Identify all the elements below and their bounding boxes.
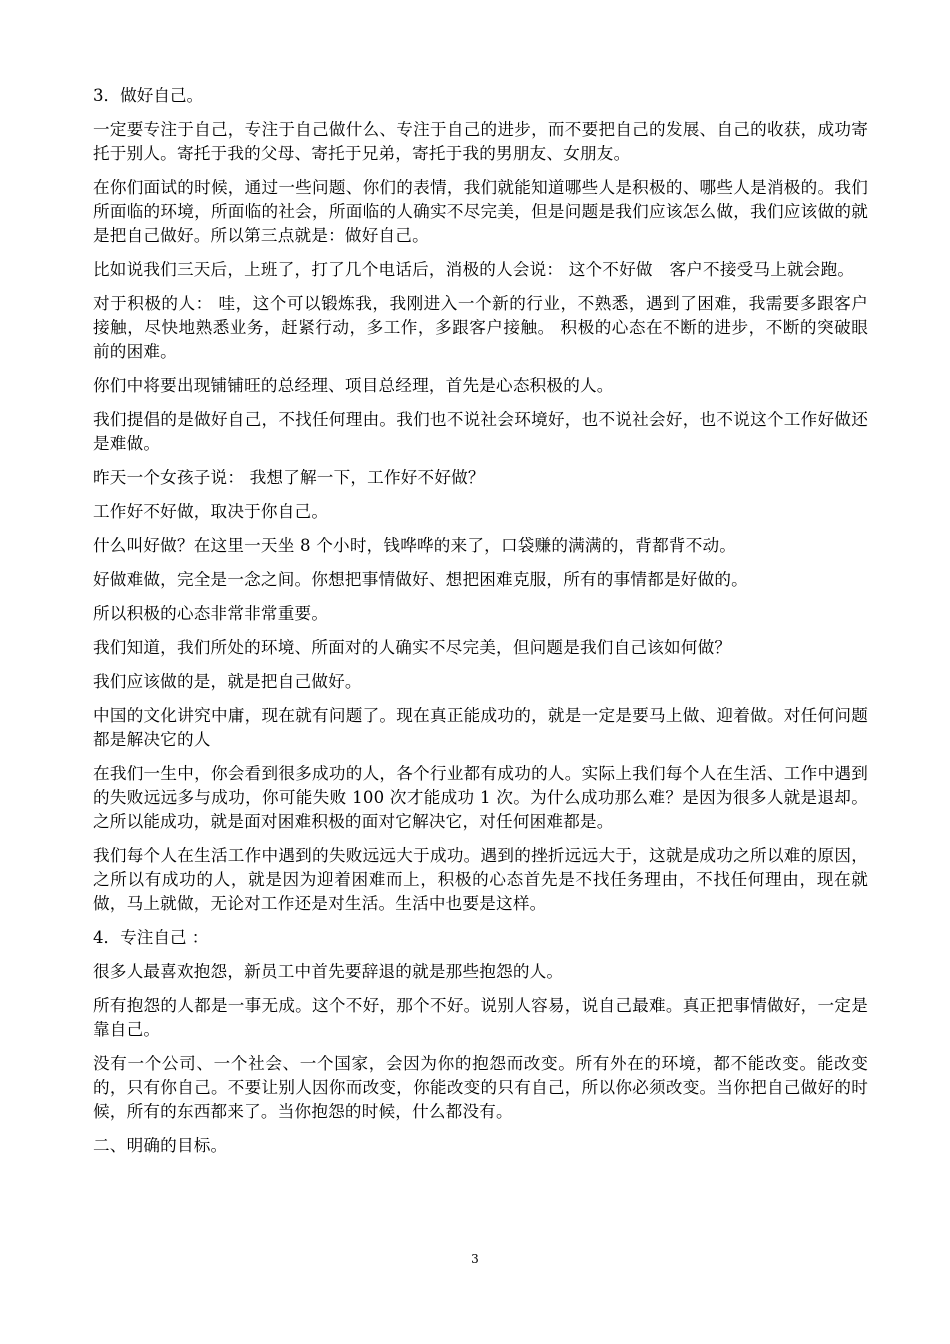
paragraph: 你们中将要出现铺铺旺的总经理、项目总经理，首先是心态积极的人。 — [93, 376, 614, 395]
paragraph: 所有抱怨的人都是一事无成。这个不好，那个不好。说别人容易，说自己最难。真正把事情做好，一定是靠自己。 — [93, 996, 868, 1039]
paragraph: 昨天一个女孩子说： 我想了解一下，工作好不好做？ — [93, 468, 485, 487]
paragraph: 二、明确的目标。 — [93, 1136, 228, 1155]
paragraph: 什么叫好做？在这里一天坐 8 个小时，钱哗哗的来了，口袋赚的满满的，背都背不动。 — [93, 536, 737, 555]
page-number: 3 — [471, 1252, 479, 1266]
section-heading-3: 3．做好自己。 — [93, 86, 204, 105]
section-heading-4: 4．专注自己 ： — [93, 928, 209, 947]
paragraph: 我们应该做的是，就是把自己做好。 — [93, 672, 362, 691]
paragraph: 比如说我们三天后，上班了，打了几个电话后，消极的人会说： 这个不好做 客户不接受马上就会跑。 — [93, 260, 855, 279]
paragraph: 一定要专注于自己，专注于自己做什么、专注于自己的进步，而不要把自己的发展、自己的收获，成功寄托于别人。寄托于我的父母、寄托于兄弟，寄托于我的男朋友、女朋友。 — [93, 120, 868, 163]
paragraph: 工作好不好做，取决于你自己。 — [93, 502, 329, 521]
paragraph: 好做难做，完全是一念之间。你想把事情做好、想把困难克服，所有的事情都是好做的。 — [93, 570, 748, 589]
paragraph: 所以积极的心态非常非常重要。 — [93, 604, 329, 623]
paragraph: 我们每个人在生活工作中遇到的失败远远大于成功。遇到的挫折远远大于，这就是成功之所以难的原因，之所以有成功的人，就是因为迎着困难而上，积极的心态首先是不找任务理由，不找任何理由，现在就做，马上就做，无论对工作还是对生活。生活中也要是这样。 — [93, 846, 868, 913]
paragraph: 对于积极的人： 哇，这个可以锻炼我，我刚进入一个新的行业，不熟悉，遇到了困难，我需要多跟客户接触，尽快地熟悉业务，赶紧行动，多工作，多跟客户接触。 积极的心态在不断的进步，不断的突破眼前的困难。 — [93, 294, 868, 361]
paragraph: 很多人最喜欢抱怨，新员工中首先要辞退的就是那些抱怨的人。 — [93, 962, 564, 981]
paragraph: 在你们面试的时候，通过一些问题、你们的表情，我们就能知道哪些人是积极的、哪些人是消极的。我们所面临的环境，所面临的社会，所面临的人确实不尽完美，但是问题是我们应该怎么做，我们应该做的就是把自己做好。所以第三点就是：做好自己。 — [93, 178, 868, 245]
paragraph: 我们知道，我们所处的环境、所面对的人确实不尽完美，但问题是我们自己该如何做？ — [93, 638, 732, 657]
paragraph: 在我们一生中，你会看到很多成功的人，各个行业都有成功的人。实际上我们每个人在生活、工作中遇到的失败远远多与成功，你可能失败 100 次才能成功 1 次。为什么成功那么难？是因为很多人就是退却。之所以能成功，就是面对困难积极的面对它解决它，对任何困难都是。 — [93, 764, 868, 831]
paragraph: 我们提倡的是做好自己，不找任何理由。我们也不说社会环境好，也不说社会好，也不说这个工作好做还是难做。 — [93, 410, 868, 453]
document-body — [93, 84, 868, 1168]
paragraph: 中国的文化讲究中庸，现在就有问题了。现在真正能成功的，就是一定是要马上做、迎着做。对任何问题都是解决它的人 — [93, 706, 868, 749]
paragraph: 没有一个公司、一个社会、一个国家，会因为你的抱怨而改变。所有外在的环境，都不能改变。能改变的，只有你自己。不要让别人因你而改变，你能改变的只有自己，所以你必须改变。当你把自己做好的时候，所有的东西都来了。当你抱怨的时候，什么都没有。 — [93, 1054, 868, 1121]
